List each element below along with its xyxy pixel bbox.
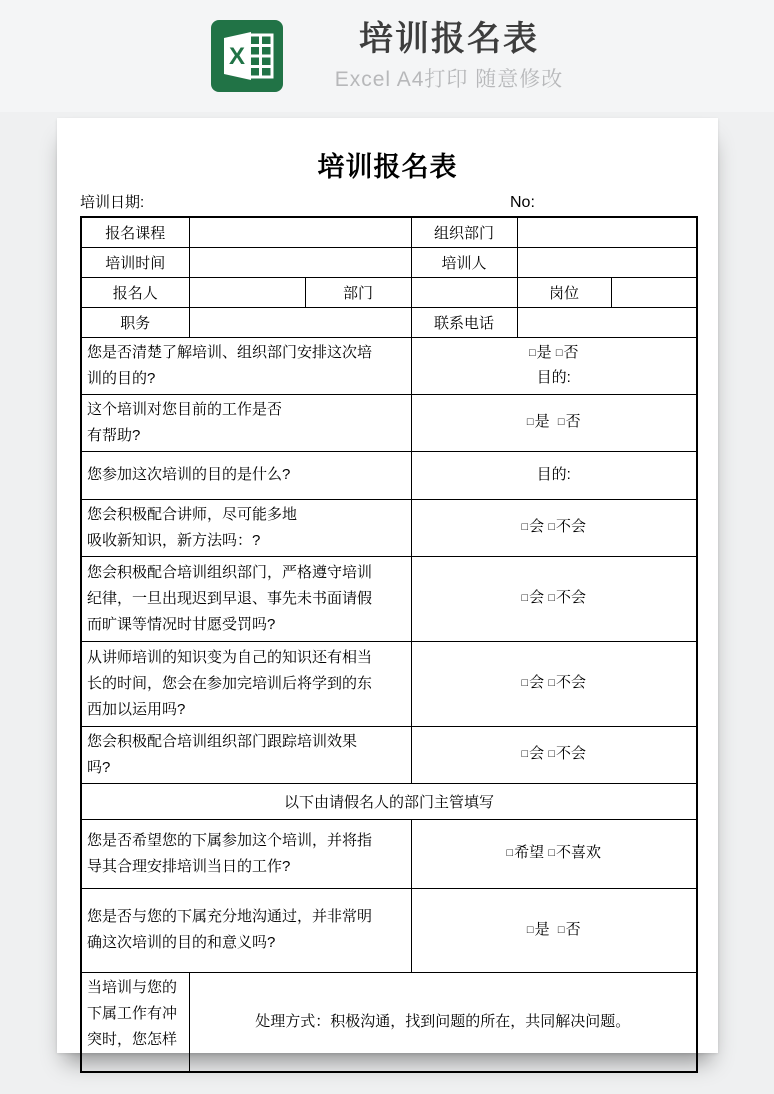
table-row bbox=[81, 499, 697, 556]
svg-text:X: X bbox=[228, 43, 245, 70]
field-input-cell[interactable] bbox=[411, 277, 517, 307]
checkbox-icon[interactable]: □ bbox=[548, 521, 555, 533]
answer-cell[interactable]: 目的: bbox=[411, 451, 697, 499]
checkbox-icon[interactable]: □ bbox=[521, 677, 529, 689]
checkbox-icon[interactable]: □ bbox=[526, 416, 534, 428]
form-title: 培训报名表 bbox=[317, 152, 458, 182]
checkbox-icon[interactable]: □ bbox=[506, 847, 514, 859]
table-row bbox=[81, 556, 697, 641]
table-row bbox=[81, 726, 697, 783]
checkbox-icon[interactable]: □ bbox=[521, 592, 529, 604]
answer-cell[interactable]: □会 □不会 bbox=[411, 641, 697, 726]
field-input-cell[interactable] bbox=[517, 217, 697, 247]
table-row bbox=[81, 217, 697, 247]
table-row bbox=[81, 783, 697, 819]
question-cell: 您会积极配合培训组织部门跟踪培训效果 吗? bbox=[81, 726, 411, 783]
field-label-cell: 报名人 bbox=[81, 277, 189, 307]
checkbox-icon[interactable]: □ bbox=[555, 347, 563, 359]
table-row bbox=[81, 247, 697, 277]
answer-cell[interactable]: □会 □不会 bbox=[411, 726, 697, 783]
banner-subtitle: Excel A4打印 随意修改 bbox=[334, 68, 564, 91]
checkbox-icon[interactable]: □ bbox=[557, 416, 565, 428]
question-cell: 这个培训对您目前的工作是否 有帮助? bbox=[81, 394, 411, 451]
field-input-cell[interactable] bbox=[611, 277, 697, 307]
answer-cell[interactable]: □会 □不会 bbox=[411, 499, 697, 556]
top-banner bbox=[0, 0, 774, 112]
excel-logo-icon bbox=[211, 20, 283, 92]
table-row bbox=[81, 277, 697, 307]
checkbox-icon[interactable]: □ bbox=[529, 347, 536, 359]
sheet-clip-area bbox=[57, 118, 718, 1048]
form-number-label: No: bbox=[510, 194, 535, 211]
registration-form-table bbox=[80, 216, 698, 1073]
field-input-cell[interactable] bbox=[517, 247, 697, 277]
training-date-label: 培训日期: bbox=[80, 194, 145, 211]
table-row bbox=[81, 451, 697, 499]
question-cell: 您会积极配合讲师，尽可能多地 吸收新知识，新方法吗：? bbox=[81, 499, 411, 556]
question-cell: 您是否与您的下属充分地沟通过，并非常明 确这次培训的目的和意义吗? bbox=[81, 888, 411, 972]
table-row bbox=[81, 972, 697, 1072]
checkbox-icon[interactable]: □ bbox=[548, 677, 555, 689]
table-row bbox=[81, 394, 697, 451]
answer-cell[interactable]: 处理方式：积极沟通，找到问题的所在，共同解决问题。 bbox=[189, 972, 697, 1072]
form-preview-page bbox=[57, 118, 718, 1053]
checkbox-icon[interactable]: □ bbox=[521, 521, 529, 533]
table-row bbox=[81, 888, 697, 972]
checkbox-icon[interactable]: □ bbox=[557, 923, 565, 936]
field-input-cell[interactable] bbox=[189, 217, 411, 247]
answer-cell[interactable]: □是 □否 bbox=[411, 888, 697, 972]
answer-cell[interactable]: □希望 □不喜欢 bbox=[411, 819, 697, 888]
question-cell: 您是否希望您的下属参加这个培训，并将指 导其合理安排培训当日的工作? bbox=[81, 819, 411, 888]
checkbox-icon[interactable]: □ bbox=[548, 847, 555, 859]
question-cell: 您参加这次培训的目的是什么? bbox=[81, 451, 411, 499]
checkbox-icon[interactable]: □ bbox=[548, 748, 555, 760]
form-table-body bbox=[81, 217, 697, 1072]
field-label-cell: 培训人 bbox=[411, 247, 517, 277]
question-cell: 当培训与您的 下属工作有冲 突时，您怎样 bbox=[81, 972, 189, 1072]
section-header-cell: 以下由请假名人的部门主管填写 bbox=[81, 783, 697, 819]
field-label-cell: 培训时间 bbox=[81, 247, 189, 277]
field-input-cell[interactable] bbox=[517, 307, 697, 337]
checkbox-icon[interactable]: □ bbox=[526, 923, 534, 936]
banner-title: 培训报名表 bbox=[359, 20, 539, 58]
answer-cell[interactable]: □会 □不会 bbox=[411, 556, 697, 641]
answer-cell[interactable]: □是 □否 目的: bbox=[411, 337, 697, 394]
field-label-cell: 联系电话 bbox=[411, 307, 517, 337]
field-label-cell: 部门 bbox=[305, 277, 411, 307]
question-cell: 您会积极配合培训组织部门，严格遵守培训 纪律，一旦出现迟到早退、事先未书面请假 而旷课等情况时甘愿受罚吗? bbox=[81, 556, 411, 641]
field-label-cell: 报名课程 bbox=[81, 217, 189, 247]
field-input-cell[interactable] bbox=[189, 247, 411, 277]
field-input-cell[interactable] bbox=[189, 277, 305, 307]
date-row bbox=[80, 192, 696, 214]
table-row bbox=[81, 337, 697, 394]
field-label-cell: 岗位 bbox=[517, 277, 611, 307]
field-input-cell[interactable] bbox=[189, 307, 411, 337]
table-row bbox=[81, 307, 697, 337]
table-row bbox=[81, 819, 697, 888]
field-label-cell: 组织部门 bbox=[411, 217, 517, 247]
checkbox-icon[interactable]: □ bbox=[521, 748, 529, 760]
question-cell: 从讲师培训的知识变为自己的知识还有相当 长的时间，您会在参加完培训后将学到的东 西加以运用吗? bbox=[81, 641, 411, 726]
field-label-cell: 职务 bbox=[81, 307, 189, 337]
table-row bbox=[81, 641, 697, 726]
checkbox-icon[interactable]: □ bbox=[548, 592, 555, 604]
answer-cell[interactable]: □是 □否 bbox=[411, 394, 697, 451]
question-cell: 您是否清楚了解培训、组织部门安排这次培 训的目的? bbox=[81, 337, 411, 394]
